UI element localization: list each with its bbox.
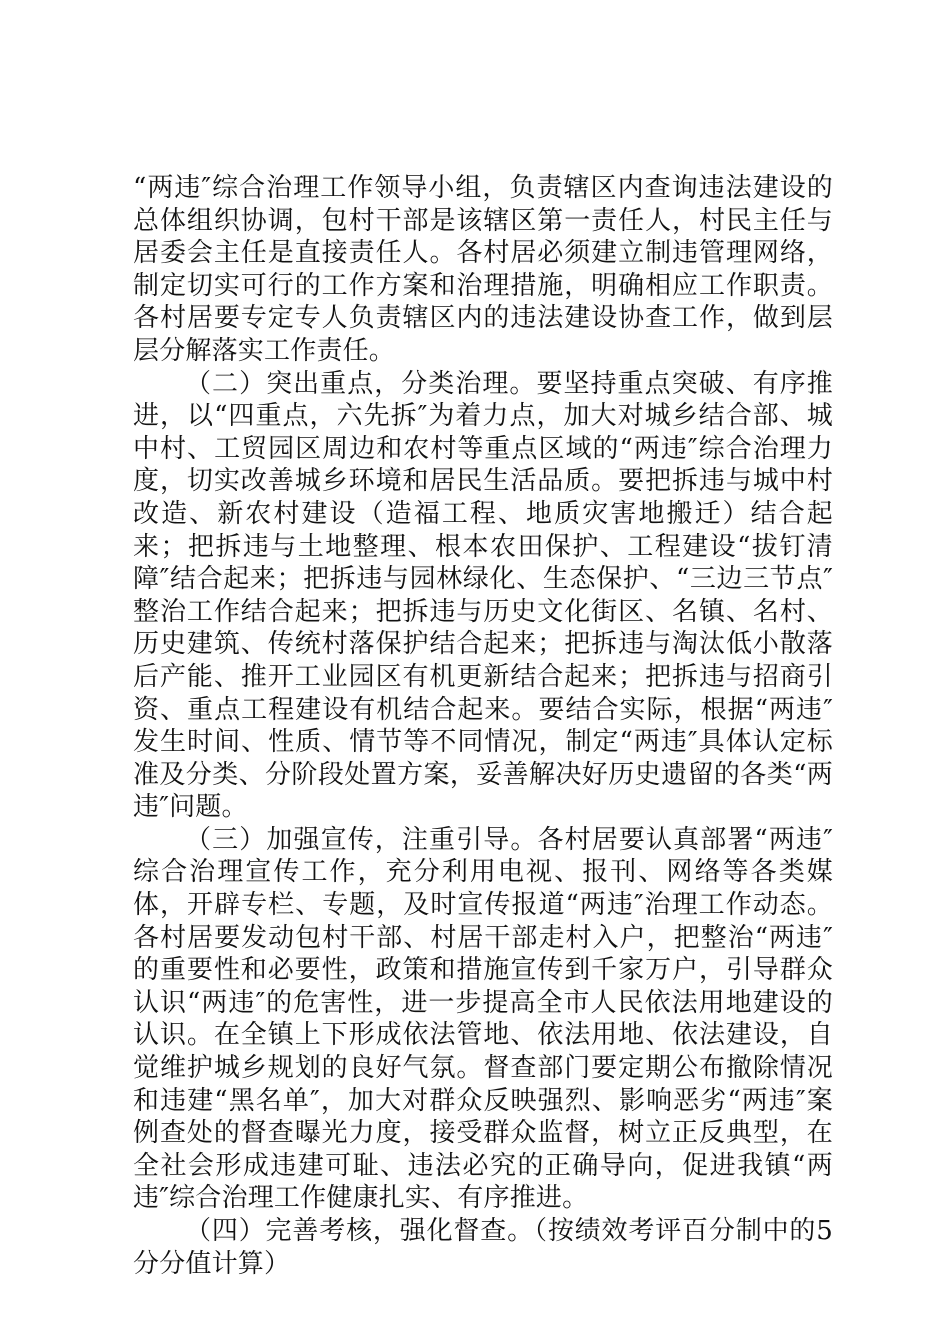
paragraph-responsibility: “两违″综合治理工作领导小组，负责辖区内查询违法建设的总体组织协调，包村干部是该辖区第一责任人，村民主任与居委会主任是直接责任人。各村居必须建立制违管理网络，制定切实可行的工作方案和治理措施，明确相应工作职责。各村居要专定专人负责辖区内的违法建设协查工作，做到层层分解落实工作责任。 (133, 173, 833, 366)
paragraph-key-points: （二）突出重点，分类治理。要坚持重点突破、有序推进，以“四重点，六先拆″为着力点，加大对城乡结合部、城中村、工贸园区周边和农村等重点区域的“两违″综合治理力度，切实改善城乡环境和居民生活品质。要把拆违与城中村改造、新农村建设（造福工程、地质灾害地搬迁）结合起来；把拆违与土地整理、根本农田保护、工程建设“拔钉清障″结合起来；把拆违与园林绿化、生态保护、“三边三节点″整治工作结合起来；把拆违与历史文化街区、名镇、名村、历史建筑、传统村落保护结合起来；把拆违与淘汰低小散落后产能、推开工业园区有机更新结合起来；把拆违与招商引资、重点工程建设有机结合起来。要结合实际，根据“两违″发生时间、性质、情节等不同情况，制定“两违″具体认定标准及分类、分阶段处置方案，妥善解决好历史遗留的各类“两违″问题。 (133, 368, 833, 823)
paragraph-assessment: （四）完善考核，强化督查。（按绩效考评百分制中的5分分值计算） (133, 1216, 833, 1279)
paragraph-publicity: （三）加强宣传，注重引导。各村居要认真部署“两违″综合治理宣传工作，充分利用电视、报刊、网络等各类媒体，开辟专栏、专题，及时宣传报道“两违″治理工作动态。各村居要发动包村干部、村居干部走村入户，把整治“两违″的重要性和必要性，政策和措施宣传到千家万户，引导群众认识“两违″的危害性，进一步提高全市人民依法用地建设的认识。在全镇上下形成依法管地、依法用地、依法建设，自觉维护城乡规划的良好气氛。督查部门要定期公布撤除情况和违建“黑名单″，加大对群众反映强烈、影响恶劣“两违″案例查处的督查曝光力度，接受群众监督，树立正反典型，在全社会形成违建可耻、违法必究的正确导向，促进我镇“两违″综合治理工作健康扎实、有序推进。 (133, 824, 833, 1214)
document-body (133, 172, 833, 1280)
